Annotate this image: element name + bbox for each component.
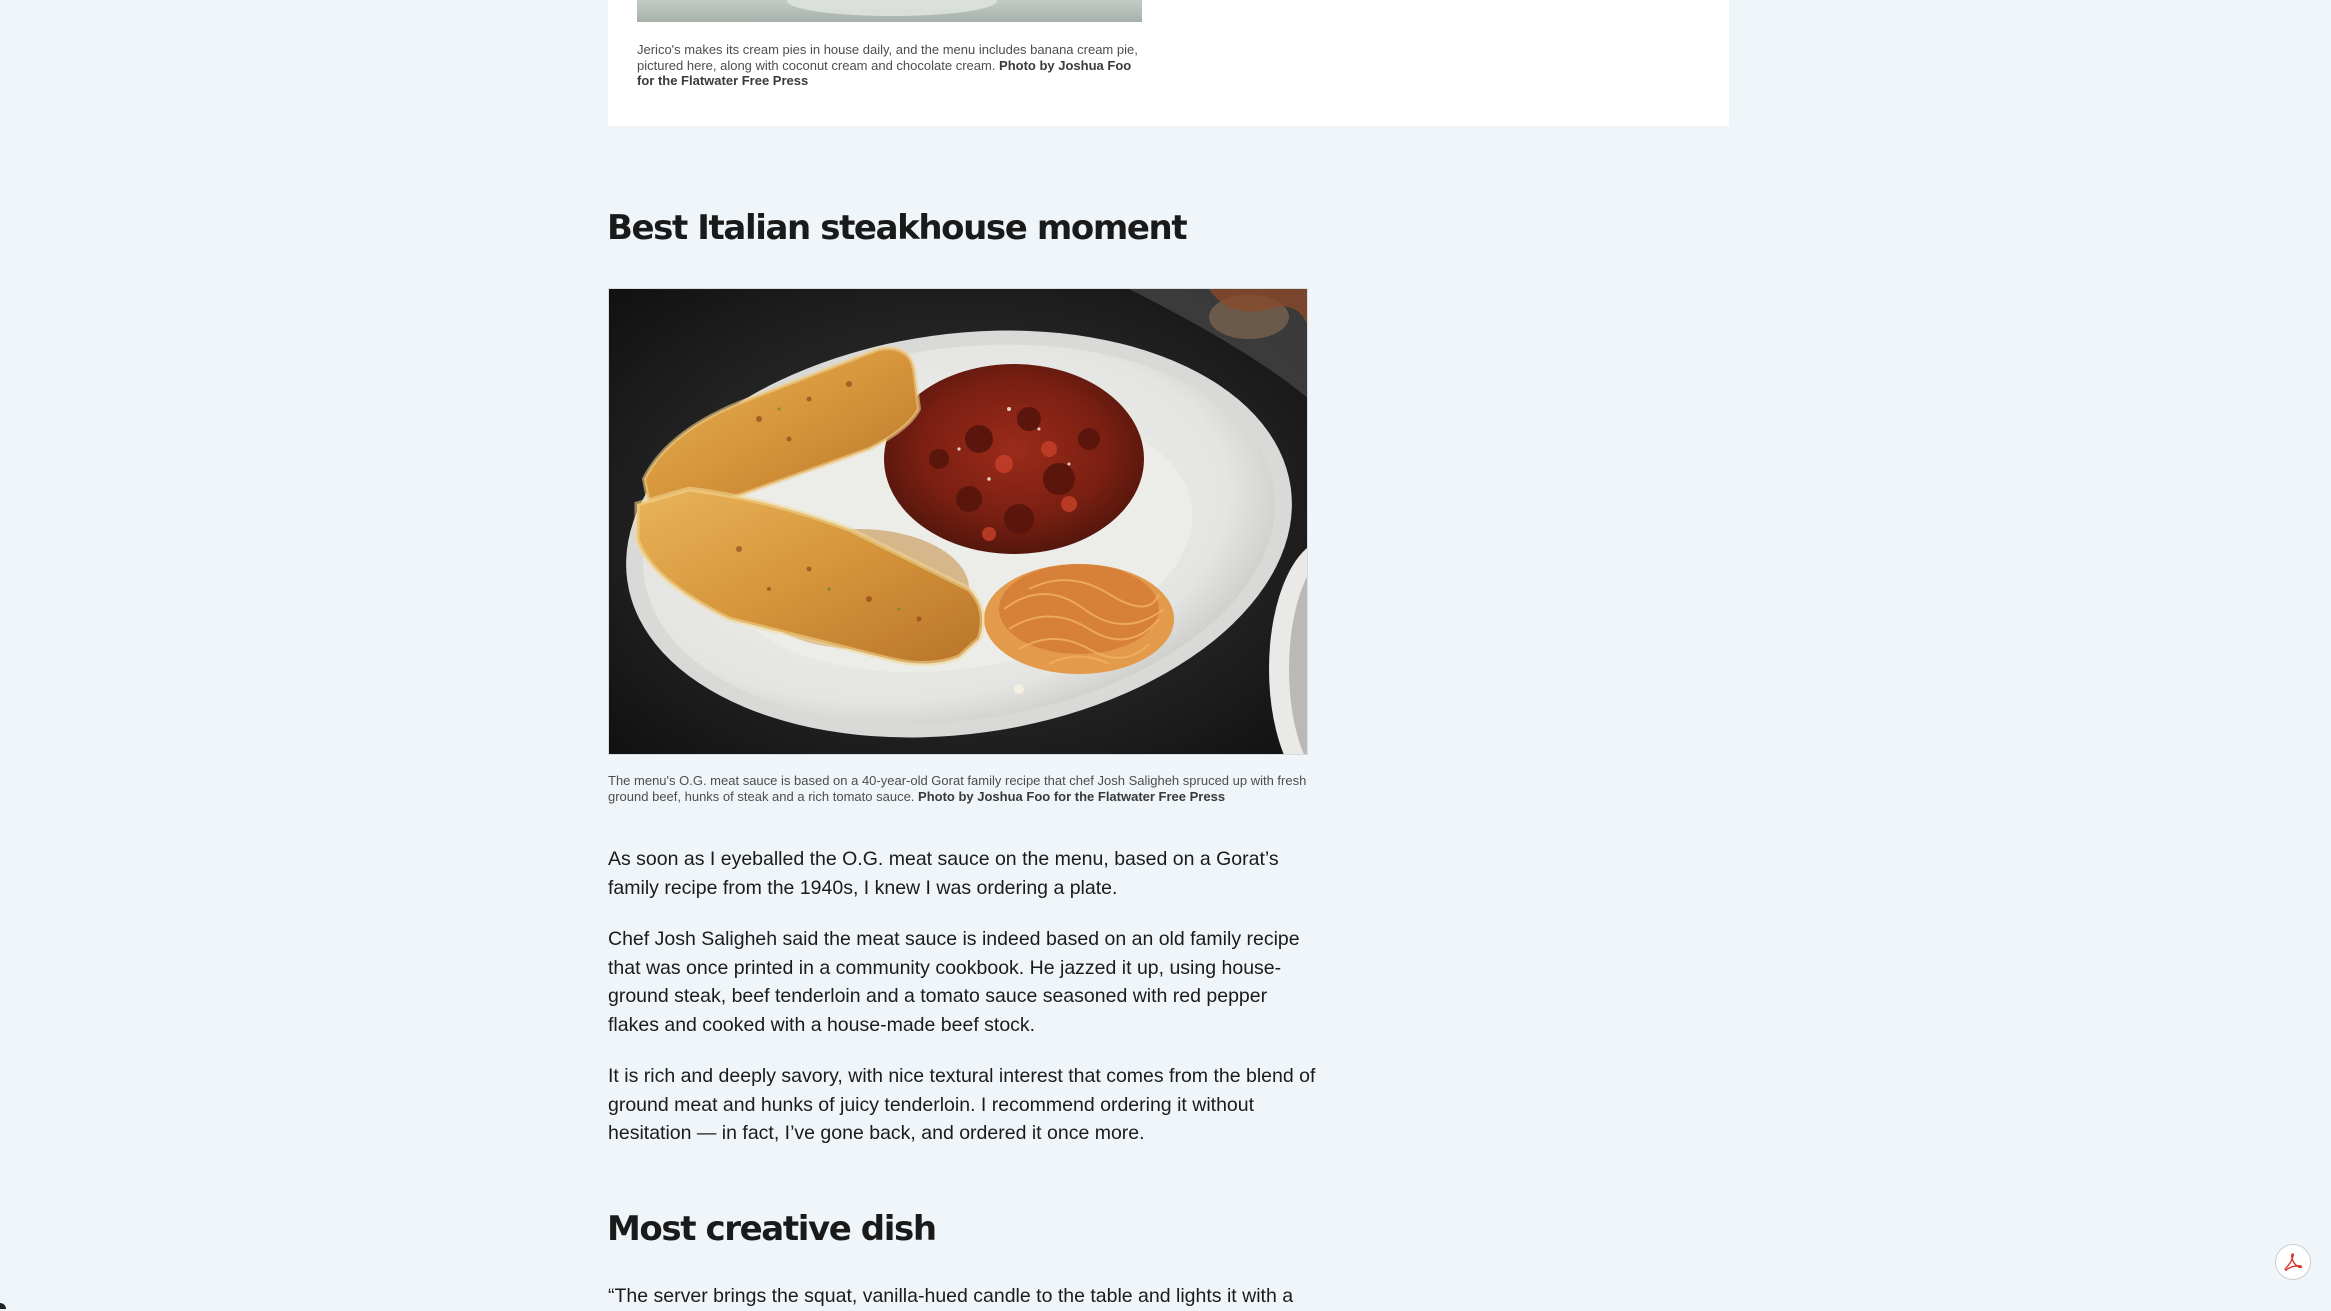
cream-pie-photo bbox=[637, 0, 1142, 22]
caption-text: The menu's O.G. meat sauce is based on a 40-year-old Gorat family recipe that chef Josh Saligheh spruced up with fresh ground beef, hunks of steak and a rich tomato sauce. bbox=[608, 773, 1307, 804]
article-paragraph: “The server brings the squat, vanilla-hued candle to the table and lights it with a bbox=[608, 1285, 1294, 1307]
meat-sauce-photo bbox=[608, 288, 1308, 755]
caption-text: Jerico's makes its cream pies in house daily, and the menu includes banana cream pie, pictured here, along with coconut cream and chocolate cream. bbox=[637, 42, 1138, 73]
photo-credit: Photo by Joshua Foo for the Flatwater Free Press bbox=[918, 788, 1226, 804]
cream-pie-caption bbox=[637, 42, 1142, 89]
pdf-download-button[interactable] bbox=[2275, 1244, 2311, 1280]
meat-sauce-caption bbox=[608, 773, 1313, 804]
pdf-icon bbox=[2283, 1252, 2303, 1272]
corner-indicator bbox=[0, 1303, 6, 1309]
article-paragraph: Chef Josh Saligheh said the meat sauce is indeed based on an old family recipe that was once printed in a community cookbook. He jazzed it up, using house-ground steak, beef tenderloin and a tomato sauce seasoned with red pepper flakes and cooked with a house-made beef stock. bbox=[608, 928, 1300, 1036]
article-paragraph: It is rich and deeply savory, with nice textural interest that comes from the blend of ground meat and hunks of juicy tenderloin. I recommend ordering it without hesitation — in fact, I’ve gone back, and ordered it once more. bbox=[608, 1065, 1316, 1144]
section-heading-most-creative-dish: Most creative dish bbox=[607, 1209, 936, 1249]
photo-credit: Photo by Joshua Foo for the Flatwater Free Press bbox=[637, 57, 1132, 88]
article-paragraph: As soon as I eyeballed the O.G. meat sauce on the menu, based on a Gorat’s family recipe from the 1940s, I knew I was ordering a plate. bbox=[608, 848, 1279, 899]
section-heading-italian-steakhouse: Best Italian steakhouse moment bbox=[607, 208, 1187, 248]
